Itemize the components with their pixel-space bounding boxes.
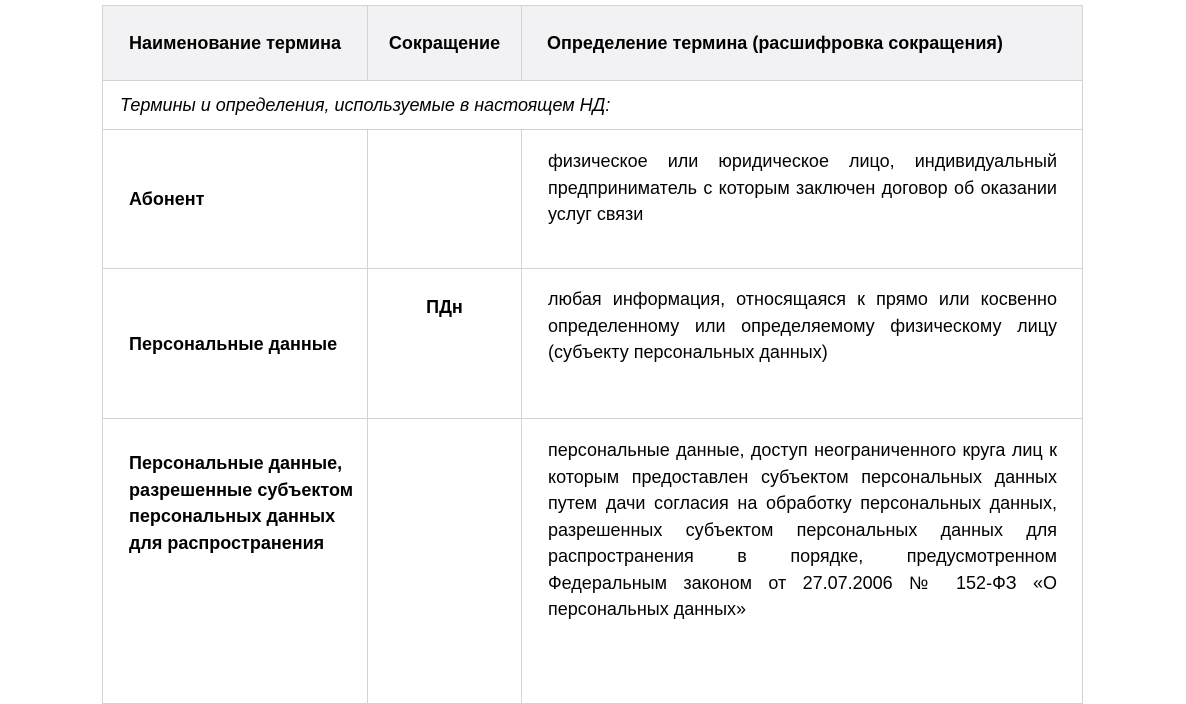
- table-row: [103, 269, 1083, 419]
- header-abbreviation: Сокращение: [368, 6, 522, 81]
- term-name-cell: Абонент: [103, 130, 368, 269]
- table-row: [103, 130, 1083, 269]
- abbreviation-cell: ПДн: [368, 269, 522, 419]
- term-name-cell: Персональные данные: [103, 269, 368, 419]
- definition-cell: физическое или юридическое лицо, индивидуальный предприниматель с которым заключен договор об оказании услуг связи: [522, 130, 1083, 269]
- section-title: Термины и определения, используемые в настоящем НД:: [103, 81, 1083, 130]
- terms-table: [102, 5, 1083, 704]
- term-name-cell: Персональные данные, разрешенные субъектом персональных данных для распространения: [103, 419, 368, 704]
- abbreviation-cell: [368, 130, 522, 269]
- table-header-row: [103, 6, 1083, 81]
- section-row: [103, 81, 1083, 130]
- table-row: [103, 419, 1083, 704]
- abbreviation-cell: [368, 419, 522, 704]
- header-term-name: Наименование термина: [103, 6, 368, 81]
- definition-cell: персональные данные, доступ неограниченного круга лиц к которым предоставлен субъектом персональных данных путем дачи согласия на обработку персональных данных, разрешенных субъектом персональных данных для распространения в порядке, предусмотренном Федеральным законом от 27.07.2006 № 152-ФЗ «О персональных данных»: [522, 419, 1083, 704]
- definition-cell: любая информация, относящаяся к прямо или косвенно определенному или определяемому физическому лицу (субъекту персональных данных): [522, 269, 1083, 419]
- header-definition: Определение термина (расшифровка сокращения): [522, 6, 1083, 81]
